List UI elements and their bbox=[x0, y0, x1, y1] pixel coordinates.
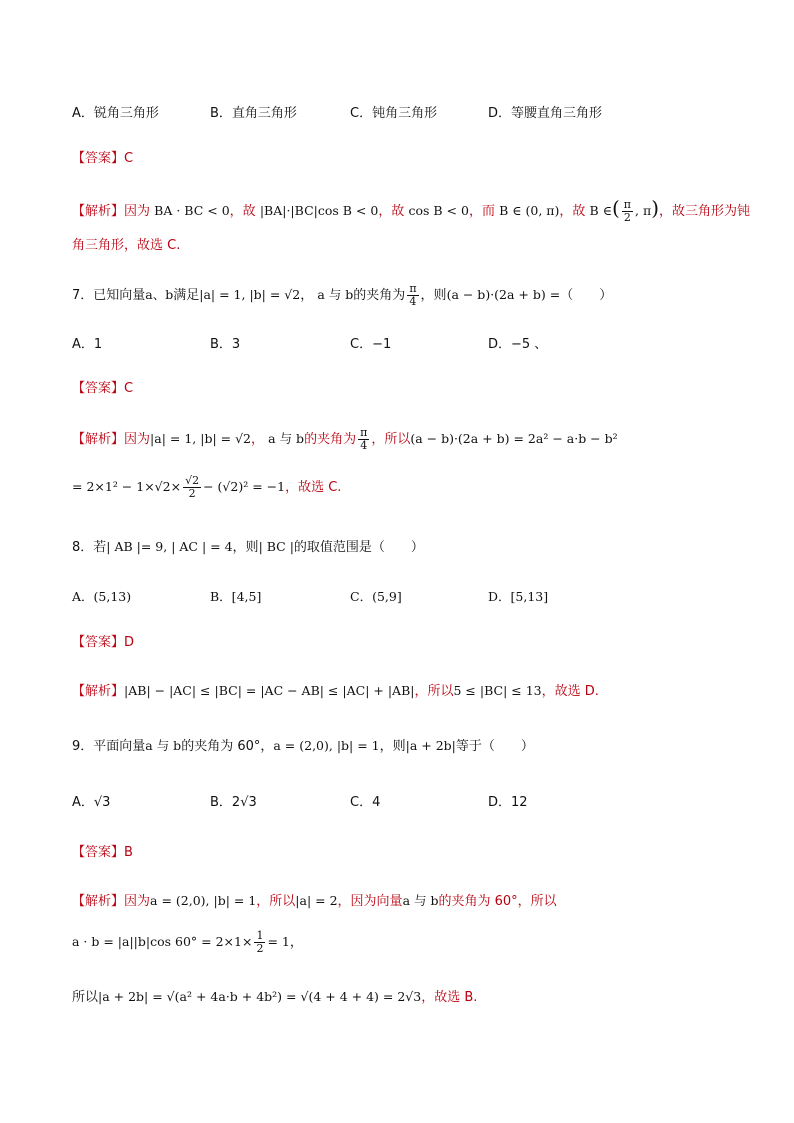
fraction bbox=[407, 283, 418, 308]
math-expression: a · b = |a||b|cos 60° = 2×1× bbox=[72, 934, 253, 949]
q6-answer bbox=[72, 147, 133, 166]
math-expression: a = (2,0), |b| = 1 bbox=[273, 738, 380, 753]
math-expression: a 与 b bbox=[145, 738, 182, 753]
fraction bbox=[622, 199, 633, 224]
fraction-denominator: 2 bbox=[188, 487, 196, 500]
fraction-denominator: 2 bbox=[623, 211, 631, 224]
analysis-text: ，故选 C. bbox=[285, 480, 342, 495]
q8-option-c[interactable]: C．(5,9] bbox=[350, 589, 402, 604]
fraction bbox=[358, 427, 369, 452]
stem-text: ，则 bbox=[420, 288, 447, 303]
stem-text: ， bbox=[300, 288, 314, 303]
math-expression: |a + 2b| bbox=[405, 738, 456, 753]
math-expression: |a| = 1, |b| = √2 bbox=[199, 287, 301, 302]
analysis-text: 的夹角为 bbox=[304, 432, 357, 447]
stem-text: 9．平面向量 bbox=[72, 739, 146, 754]
q8-analysis bbox=[72, 680, 599, 699]
analysis-text: ，故 bbox=[559, 204, 586, 219]
analysis-text: 因为 bbox=[124, 894, 151, 909]
answer-tag: 【答案】 bbox=[72, 845, 125, 860]
analysis-text: ，故 bbox=[229, 204, 256, 219]
fraction-denominator: 2 bbox=[256, 942, 264, 955]
q7-stem bbox=[72, 283, 612, 308]
math-expression: = 1 bbox=[267, 934, 290, 949]
math-expression: − (√2)² = −1 bbox=[203, 479, 286, 494]
q8-option-d[interactable]: D．[5,13] bbox=[488, 589, 549, 604]
math-expression: |a| = 1, |b| = √2 bbox=[150, 431, 251, 446]
q7-analysis-line-2 bbox=[72, 475, 341, 500]
math-expression: 5 ≤ |BC| ≤ 13 bbox=[453, 683, 542, 698]
q6-option-b[interactable]: B．直角三角形 bbox=[210, 106, 297, 121]
math-expression: |AB| − |AC| ≤ |BC| = |AC − AB| ≤ |AC| + |AB| bbox=[124, 683, 415, 698]
fraction bbox=[254, 930, 265, 955]
math-expression: a、b bbox=[145, 287, 174, 302]
answer-tag: 【答案】 bbox=[72, 151, 125, 166]
fraction-numerator: 1 bbox=[256, 929, 264, 942]
analysis-tag: 【解析】 bbox=[72, 204, 125, 219]
math-expression: (a − b)·(2a + b) = bbox=[446, 287, 561, 302]
q8-option-b[interactable]: B．[4,5] bbox=[210, 589, 262, 604]
math-expression: , π bbox=[635, 203, 652, 218]
analysis-text: 所以 bbox=[72, 990, 99, 1005]
analysis-text: 的夹角为 60°，所以 bbox=[438, 894, 557, 909]
analysis-text: ， bbox=[289, 935, 303, 950]
answer-value: C bbox=[124, 151, 134, 166]
q6-option-a[interactable]: A．锐角三角形 bbox=[72, 106, 159, 121]
math-expression: a 与 b bbox=[317, 287, 354, 302]
q6-option-c[interactable]: C．钝角三角形 bbox=[350, 106, 438, 121]
math-expression: |BA|·|BC|cos B < 0 bbox=[259, 203, 379, 218]
stem-text: 等于（ ） bbox=[455, 739, 534, 754]
analysis-text: ，因为向量 bbox=[337, 894, 403, 909]
q8-stem bbox=[72, 536, 424, 555]
answer-tag: 【答案】 bbox=[72, 635, 125, 650]
analysis-text: 因为 bbox=[124, 432, 151, 447]
q9-option-a[interactable]: A．√3 bbox=[72, 795, 111, 810]
analysis-text: ， bbox=[251, 432, 265, 447]
analysis-tag: 【解析】 bbox=[72, 894, 125, 909]
q9-stem bbox=[72, 735, 534, 754]
answer-value: D bbox=[124, 635, 135, 650]
analysis-tag: 【解析】 bbox=[72, 684, 125, 699]
q9-analysis-line-1 bbox=[72, 890, 557, 909]
answer-blank: （ ） bbox=[560, 288, 613, 303]
math-expression: B ∈ bbox=[589, 203, 612, 218]
fraction bbox=[183, 475, 201, 500]
math-expression: | BC | bbox=[258, 539, 294, 554]
math-expression: |a| = 2 bbox=[295, 893, 338, 908]
q9-analysis-line-3 bbox=[72, 986, 477, 1005]
fraction-denominator: 4 bbox=[360, 439, 368, 452]
stem-text: ，则 bbox=[232, 540, 259, 555]
q9-option-b[interactable]: B．2√3 bbox=[210, 795, 257, 810]
analysis-text: ，所以 bbox=[256, 894, 296, 909]
stem-text: 的夹角为 bbox=[353, 288, 406, 303]
math-expression: = 2×1² − 1×√2× bbox=[72, 479, 182, 494]
q7-option-c[interactable]: C．−1 bbox=[350, 337, 392, 352]
math-expression: a = (2,0), |b| = 1 bbox=[150, 893, 257, 908]
math-expression: (a − b)·(2a + b) = 2a² − a·b − b² bbox=[410, 431, 618, 446]
answer-tag: 【答案】 bbox=[72, 381, 125, 396]
fraction-numerator: π bbox=[360, 426, 368, 439]
stem-text: 7．已知向量 bbox=[72, 288, 146, 303]
q9-answer bbox=[72, 841, 133, 860]
math-expression: B ∈ (0, π) bbox=[499, 203, 560, 218]
math-expression: |a + 2b| = √(a² + 4a·b + 4b²) = √(4 + 4 + 4) = 2√3 bbox=[98, 989, 422, 1004]
q9-option-c[interactable]: C．4 bbox=[350, 795, 381, 810]
analysis-text: ，而 bbox=[468, 204, 495, 219]
answer-value: C bbox=[124, 381, 134, 396]
stem-text: ，则 bbox=[379, 739, 406, 754]
q6-option-d[interactable]: D．等腰直角三角形 bbox=[488, 106, 603, 121]
analysis-text: ，所以 bbox=[414, 684, 454, 699]
q9-analysis-line-2 bbox=[72, 930, 303, 955]
stem-text: 满足 bbox=[173, 288, 200, 303]
math-expression: cos B < 0 bbox=[408, 203, 469, 218]
stem-text: 的夹角为 60°， bbox=[181, 739, 274, 754]
q8-answer bbox=[72, 631, 134, 650]
q8-option-a[interactable]: A．(5,13) bbox=[72, 589, 132, 604]
analysis-text: ，故选 B. bbox=[421, 990, 478, 1005]
math-expression: a 与 b bbox=[402, 893, 439, 908]
stem-text: 的取值范围是（ ） bbox=[293, 540, 424, 555]
analysis-text: ，所以 bbox=[371, 432, 411, 447]
analysis-text: 因为 bbox=[124, 204, 151, 219]
q9-option-d[interactable]: D．12 bbox=[488, 795, 528, 810]
stem-text: 8．若 bbox=[72, 540, 107, 555]
fraction-numerator: √2 bbox=[185, 474, 200, 487]
q7-option-b[interactable]: B．3 bbox=[210, 337, 241, 352]
analysis-text: ，故选 D. bbox=[541, 684, 599, 699]
q6-analysis-line-2: 角三角形，故选 C. bbox=[72, 238, 181, 253]
math-expression: BA · BC < 0 bbox=[154, 203, 230, 218]
analysis-text: ，故 bbox=[378, 204, 405, 219]
fraction-denominator: 4 bbox=[409, 295, 417, 308]
q7-answer bbox=[72, 377, 133, 396]
answer-value: B bbox=[124, 845, 133, 860]
analysis-text: ，故三角形为钝 bbox=[659, 204, 751, 219]
q7-analysis-line-1 bbox=[72, 427, 618, 452]
fraction-numerator: π bbox=[409, 282, 417, 295]
math-expression: | AB |= 9, | AC | = 4 bbox=[106, 539, 233, 554]
q7-option-a[interactable]: A．1 bbox=[72, 337, 103, 352]
fraction-numerator: π bbox=[623, 198, 632, 211]
q7-option-d[interactable]: D．−5 、 bbox=[488, 337, 548, 352]
math-expression: a 与 b bbox=[268, 431, 305, 446]
analysis-tag: 【解析】 bbox=[72, 432, 125, 447]
q6-analysis-line-1: 【解析】因为 BA · BC < 0，故 |BA|·|BC|cos B < 0，故 cos B < 0，而 B ∈ (0, π)，故 B ∈( $\frac{\pi}{2}$ , π)，故三角形为钝 bbox=[72, 196, 751, 224]
